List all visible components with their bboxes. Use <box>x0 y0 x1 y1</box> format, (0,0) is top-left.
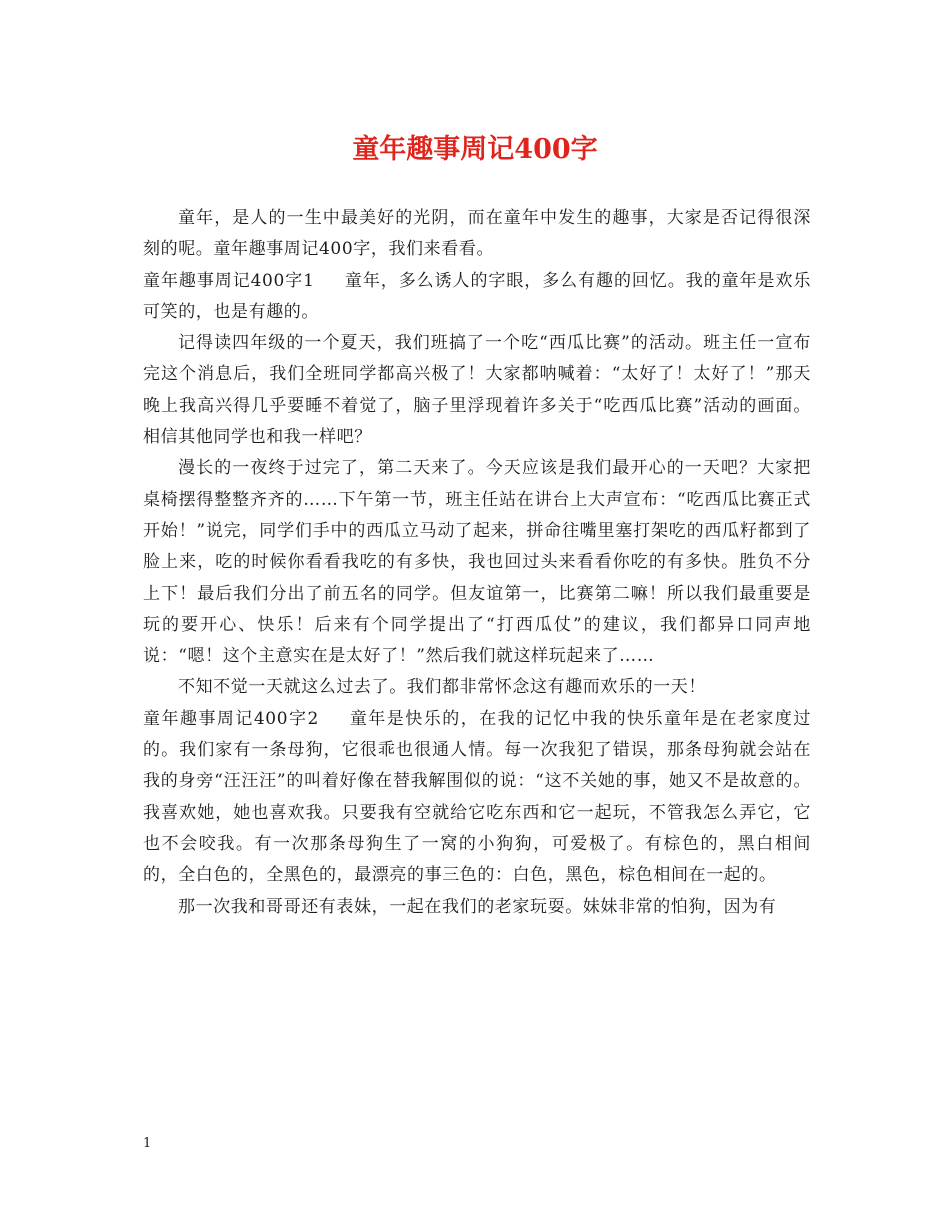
section-heading: 童年趣事周记400字1 <box>143 270 315 291</box>
paragraph <box>143 892 811 923</box>
paragraph-text: 童年，是人的一生中最美好的光阴，而在童年中发生的趣事，大家是否记得很深刻的呢。童年趣事周记400字，我们来看看。 <box>143 208 811 260</box>
paragraph-intro <box>143 203 811 266</box>
page-number: 1 <box>143 1136 152 1151</box>
paragraph-section-2-start <box>143 704 811 892</box>
paragraph-text: 漫长的一夜终于过完了，第二天来了。今天应该是我们最开心的一天吧？大家把桌椅摆得整整齐齐的……下午第一节，班主任站在讲台上大声宣布：“吃西瓜比赛正式开始！”说完，同学们手中的西瓜立马动了起来，拼命往嘴里塞打架吃的西瓜籽都到了脸上来，吃的时候你看看我吃的有多快，我也回过头来看看你吃的有多快。胜负不分上下！最后我们分出了前五名的同学。但友谊第一，比赛第二嘛！所以我们最重要是玩的要开心、快乐！后来有个同学提出了“打西瓜仗”的建议，我们都异口同声地说：“嗯！这个主意实在是太好了！”然后我们就这样玩起来了…… <box>143 458 811 667</box>
paragraph-text: 童年，多么诱人的字眼，多么有趣的回忆。我的童年是欢乐可笑的，也是有趣的。 <box>143 270 811 322</box>
paragraph <box>143 453 811 672</box>
document-body <box>143 203 811 923</box>
paragraph-text: 童年是快乐的，在我的记忆中我的快乐童年是在老家度过的。我们家有一条母狗，它很乖也很通人情。每一次我犯了错误，那条母狗就会站在我的身旁“汪汪汪”的叫着好像在替我解围似的说：“这不关她的事，她又不是故意的。我喜欢她，她也喜欢我。只要我有空就给它吃东西和它一起玩，不管我怎么弄它，它也不会咬我。有一次那条母狗生了一窝的小狗狗，可爱极了。有棕色的，黑白相间的，全白色的，全黑色的，最漂亮的事三色的：白色，黑色，棕色相间在一起的。 <box>143 708 812 886</box>
paragraph-text: 那一次我和哥哥还有表妹，一起在我们的老家玩耍。妹妹非常的怕狗，因为有 <box>178 896 777 917</box>
paragraph-text: 不知不觉一天就这么过去了。我们都非常怀念这有趣而欢乐的一天！ <box>178 677 706 698</box>
paragraph <box>143 328 811 453</box>
paragraph <box>143 672 811 703</box>
section-heading: 童年趣事周记400字2 <box>143 708 319 729</box>
paragraph-section-1-start <box>143 266 811 329</box>
paragraph-text: 记得读四年级的一个夏天，我们班搞了一个吃“西瓜比赛”的活动。班主任一宣布完这个消息后，我们全班同学都高兴极了！大家都呐喊着：“太好了！太好了！”那天晚上我高兴得几乎要睡不着觉了，脑子里浮现着许多关于“吃西瓜比赛”活动的画面。相信其他同学也和我一样吧？ <box>143 333 811 448</box>
document-title: 童年趣事周记400字 <box>352 134 598 165</box>
